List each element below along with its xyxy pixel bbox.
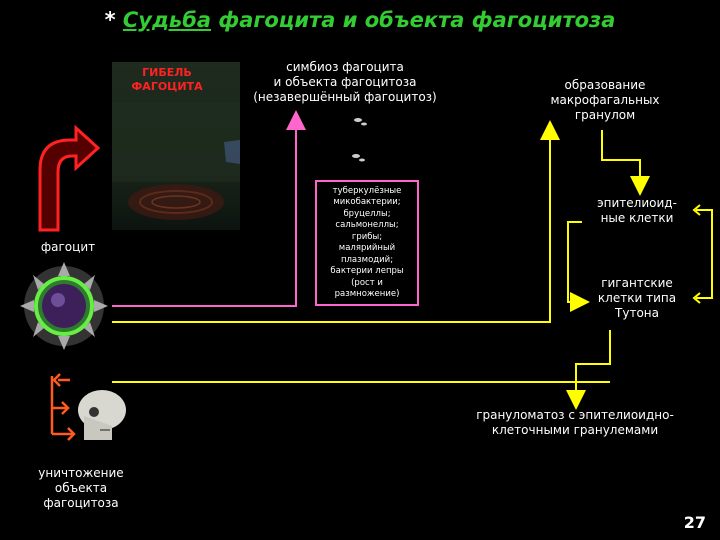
yellow-arrow-epithelioid bbox=[602, 130, 640, 186]
death-label: ГИБЕЛЬ ФАГОЦИТА bbox=[131, 66, 203, 94]
orange-arrows-icon bbox=[52, 374, 74, 440]
pink-arrow-symbiosis bbox=[112, 120, 296, 306]
yellow-arrow-granules bbox=[112, 130, 550, 322]
giant-cells-label: гигантские клетки типа Тутона bbox=[597, 276, 677, 320]
phagocyte-label: фагоцит bbox=[40, 240, 96, 254]
granules-label: образование макрофагальных гранулом bbox=[550, 78, 660, 122]
phagocyte-cell-icon bbox=[20, 262, 108, 350]
yellow-bracket-right bbox=[696, 210, 712, 298]
curved-red-arrow-icon bbox=[40, 128, 98, 230]
pathogens-box: туберкулёзные микобактерии; бруцеллы; сальмонеллы; грибы; малярийный плазмодий; бактерии лепры (рост и размножение) bbox=[315, 180, 419, 306]
title-star: * bbox=[104, 8, 116, 32]
granulomatosis-label: грануломатоз с эпителиоидно- клеточными гранулемами bbox=[476, 408, 674, 437]
symbiosis-label: симбиоз фагоцита и объекта фагоцитоза (незавершённый фагоцитоз) bbox=[253, 60, 437, 104]
title-rest: фагоцита и объекта фагоцитоза bbox=[211, 8, 616, 32]
epithelioid-label: эпителиоид- ные клетки bbox=[597, 196, 677, 225]
title-underlined-word: Судьба bbox=[122, 8, 212, 32]
yellow-arrow-granulomatosis bbox=[576, 330, 610, 400]
bacteria-icon bbox=[352, 118, 367, 162]
page-number: 27 bbox=[683, 513, 706, 532]
yellow-arrow-giant bbox=[568, 222, 582, 302]
skull-icon bbox=[78, 390, 126, 440]
destruction-label: уничтожение объекта фагоцитоза bbox=[38, 466, 124, 510]
